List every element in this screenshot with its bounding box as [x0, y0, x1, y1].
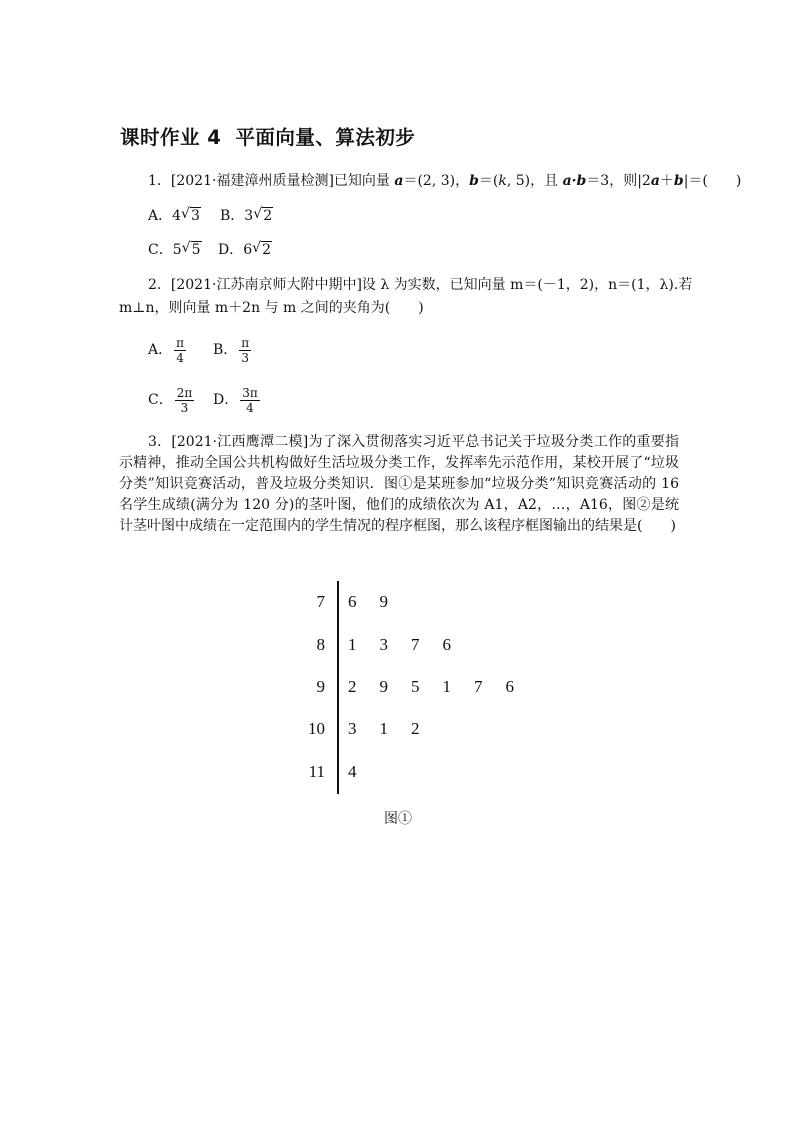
q1-vec-a: a — [394, 173, 404, 189]
q1-b-tail: , 5)，且 — [506, 173, 563, 189]
frac-num: 3π — [242, 385, 258, 400]
q1-optD-label: D．6 — [218, 242, 253, 258]
q1-optC-rad: 5 — [191, 242, 201, 258]
leaf-value: 1 — [379, 719, 388, 738]
q1-end: |＝( ) — [683, 173, 742, 189]
q1-dot-val: ＝3，则|2 — [586, 173, 651, 189]
fraction — [175, 386, 195, 415]
q1-stem — [148, 171, 741, 191]
q2-optC-label: C． — [148, 392, 173, 408]
q1-optB-label: B．3 — [220, 208, 254, 224]
stem-value: 11 — [308, 762, 325, 781]
leaf-value: 6 — [348, 592, 357, 611]
leaf-value: 6 — [442, 635, 451, 654]
q2-optA-label: A． — [148, 342, 173, 358]
leaf-value: 7 — [474, 677, 483, 696]
sqrt-icon — [252, 240, 272, 260]
leaf-value: 7 — [411, 635, 420, 654]
q2-line1: 2．[2021·江苏南京师大附中期中]设 λ 为实数，已知向量 m＝(－1，2)，n＝(1，λ).若 — [148, 277, 693, 293]
frac-den: 3 — [180, 400, 189, 415]
q1-optA-label: A．4 — [148, 208, 182, 224]
leaf-value: 2 — [348, 677, 357, 696]
fraction — [174, 336, 186, 365]
leaf-value: 6 — [505, 677, 514, 696]
q1-plus: ＋ — [659, 173, 674, 189]
leaf-value: 4 — [348, 762, 357, 781]
q1-option-b[interactable] — [220, 206, 273, 226]
leaf-value: 2 — [411, 719, 420, 738]
q1-b-val: ＝( — [478, 173, 499, 189]
frac-den: 4 — [176, 350, 184, 365]
fraction — [239, 336, 251, 365]
frac-den: 4 — [246, 400, 254, 415]
sqrt-icon — [181, 206, 201, 226]
fraction — [240, 386, 260, 415]
frac-num: π — [176, 335, 185, 350]
leaf-value: 3 — [379, 635, 388, 654]
stem-value: 10 — [308, 719, 325, 738]
q1-optA-rad: 3 — [191, 208, 200, 224]
q1-option-c[interactable] — [148, 240, 202, 260]
q1-option-a[interactable] — [148, 206, 201, 226]
q2-option-d[interactable] — [213, 385, 262, 415]
q2-optB-label: B． — [213, 342, 238, 358]
q1-vec-a2: a — [650, 173, 660, 189]
leaf-value: 3 — [348, 719, 357, 738]
title-part1: 课时作业 4 — [120, 126, 222, 149]
frac-num: π — [241, 335, 250, 350]
leaf-value: 1 — [442, 677, 451, 696]
q1-optD-rad: 2 — [262, 242, 272, 258]
q1-option-d[interactable] — [218, 240, 272, 260]
title-part2: 平面向量、算法初步 — [235, 126, 416, 149]
frac-den: 3 — [241, 350, 250, 365]
leaf-value: 9 — [379, 677, 388, 696]
page-title — [120, 122, 415, 150]
stem-divider — [337, 581, 339, 794]
q1-optB-rad: 2 — [263, 208, 273, 224]
q1-vec-b: b — [469, 173, 479, 189]
q2-option-a[interactable] — [148, 335, 188, 365]
q2-option-b[interactable] — [213, 335, 253, 365]
q2-line2: m⊥n，则向量 m＋2n 与 m 之间的夹角为( ) — [119, 300, 424, 316]
stem-value: 8 — [316, 635, 325, 654]
leaf-value: 1 — [348, 635, 357, 654]
frac-num: 2π — [176, 385, 193, 400]
stem-value: 7 — [316, 592, 325, 611]
stem-value: 9 — [316, 677, 325, 696]
q2-option-c[interactable] — [148, 385, 196, 415]
q1-vec-b2: b — [673, 173, 684, 189]
leaf-value: 9 — [379, 592, 388, 611]
q3-text: 3．[2021·江西鹰潭二模]为了深入贯彻落实习近平总书记关于垃圾分类工作的重要指示精神，推动全国公共机构做好生活垃圾分类工作，发挥率先示范作用，某校开展了“垃圾分类”知识竞赛活动，普及垃圾分类知识．图①是某班参加“垃圾分类”知识竞赛活动的 16 名学生成绩(满分为 120 分)的茎叶图，他们的成绩依次为 A1，A2，…，A16，图②是统计茎叶图中成绩在一定范围内的学生情况的程序框图，那么该程序框图输出的结果是( ) — [119, 434, 679, 534]
q1-optC-label: C．5 — [148, 242, 182, 258]
q1-prefix: 1．[2021·福建漳州质量检测]已知向量 — [148, 173, 395, 189]
q2-optD-label: D． — [213, 392, 239, 408]
sqrt-icon — [182, 240, 202, 260]
q1-k: k — [498, 173, 507, 189]
leaf-value: 5 — [411, 677, 420, 696]
figure-caption: 图① — [384, 811, 412, 827]
q1-dot: a·b — [562, 173, 587, 189]
q1-a-val: ＝(2, 3)， — [403, 173, 470, 189]
sqrt-icon — [253, 206, 273, 226]
